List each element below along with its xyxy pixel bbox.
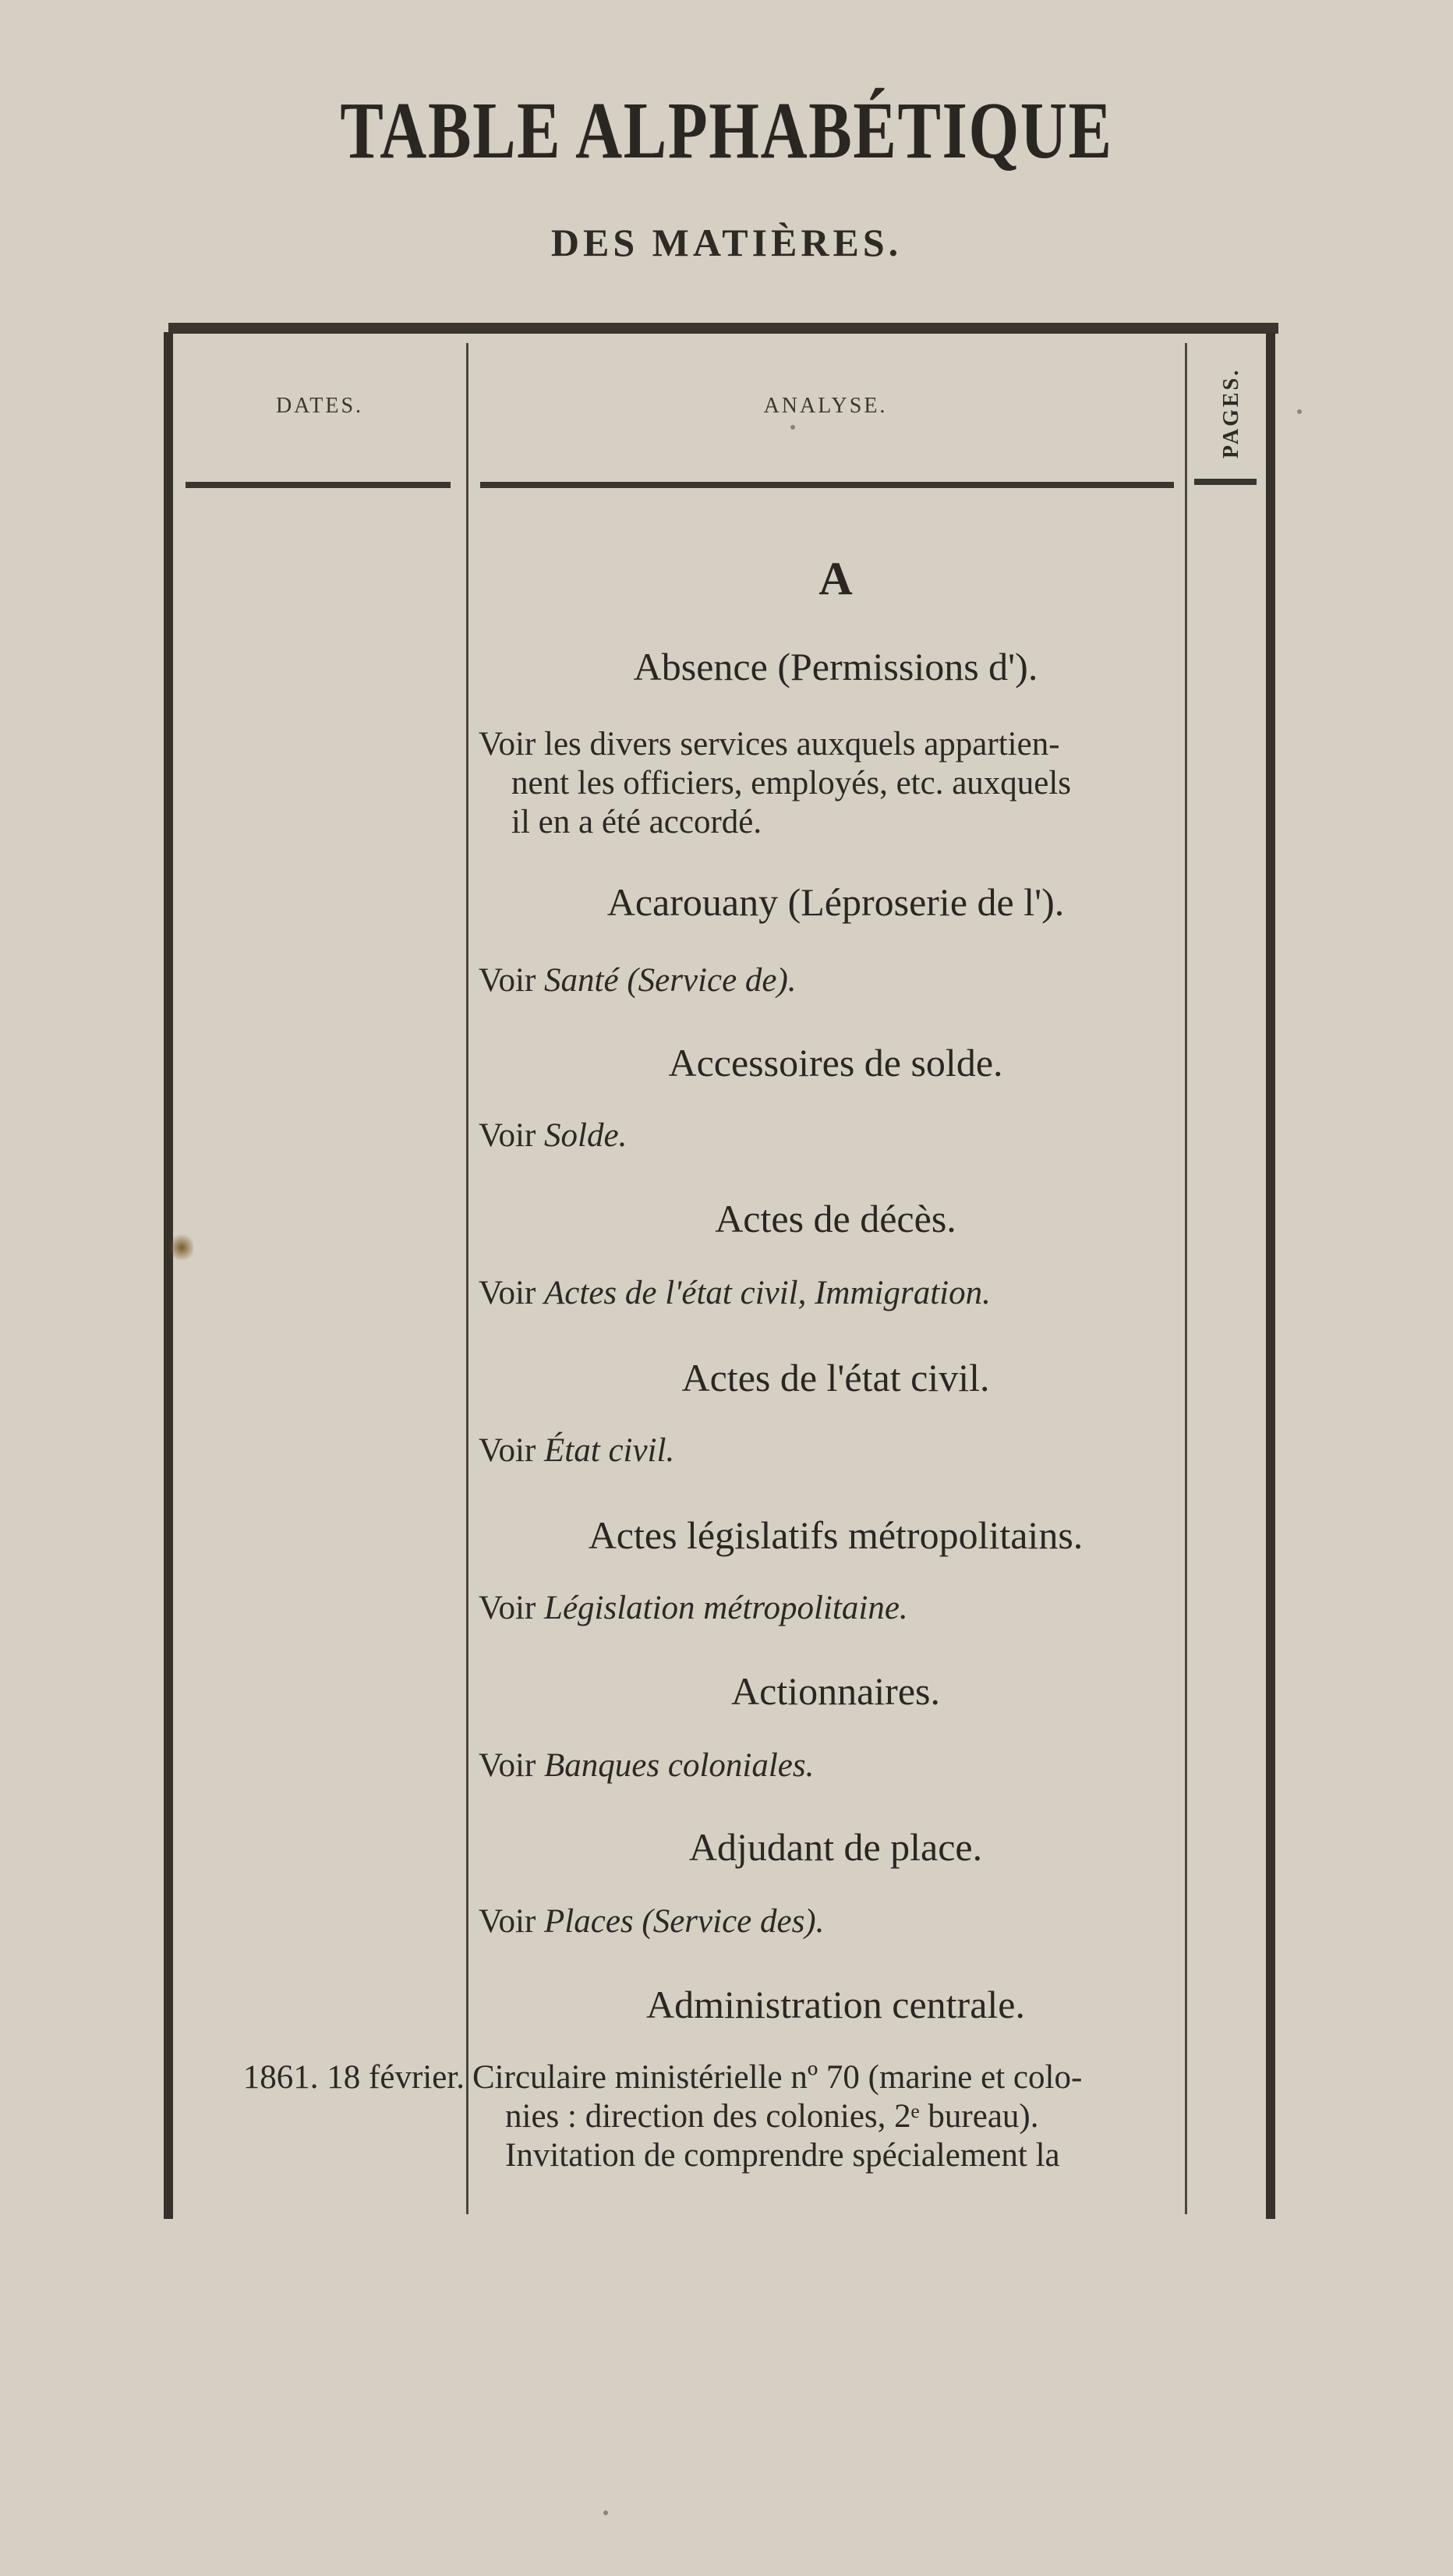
entry-line: Invitation de comprendre spécialement la [505,2137,1060,2174]
header-rule-pages [1194,479,1257,485]
entry-text [472,2058,1183,2175]
entry-line: Circulaire ministérielle nº 70 (marine et colo- [472,2059,1083,2096]
entry-reference: Législation métropolitaine. [544,1590,908,1626]
entry-text [479,961,1180,1000]
entry-prefix: Voir [479,1590,536,1626]
entry-prefix: Voir [479,1117,536,1154]
column-header-pages-label: PAGES. [1219,367,1243,459]
entry-reference: Solde. [544,1117,628,1154]
column-header-analyse: ANALYSE. [763,394,888,418]
entry-prefix: Voir [479,1747,536,1784]
entry-title: Actes de décès. [715,1197,956,1240]
header-rule-dates [186,482,451,488]
table-top-border [168,323,1278,334]
header-rule-analyse [480,482,1174,488]
entry-title: Actionnaires. [731,1669,940,1713]
entry-title: Administration centrale. [646,1983,1025,2026]
page-title: TABLE ALPHABÉTIQUE [340,86,1113,175]
entry-prefix: Voir [479,962,536,999]
entry-text [479,1431,1180,1470]
column-header-pages [1200,351,1263,476]
paper-speck [1297,409,1302,414]
entry-title: Accessoires de solde. [668,1041,1003,1085]
column-divider-pages [1185,343,1187,2214]
entry-reference: État civil. [544,1432,675,1469]
entry-text [479,1116,1180,1155]
entry-reference: Actes de l'état civil, Immigration. [544,1275,991,1311]
entry-reference: Places (Service des). [544,1903,825,1940]
entry-line: il en a été accordé. [511,804,762,840]
paper-speck [790,425,795,430]
table-right-border [1266,332,1275,2219]
table-left-border [164,332,173,2219]
entry-line: Voir les divers services auxquels appartien- [479,726,1060,763]
section-letter: A [818,553,853,604]
page-subtitle: DES MATIÈRES. [550,221,903,264]
entry-text [479,725,1180,842]
paper-stain [170,1232,193,1263]
entry-line: nent les officiers, employés, etc. auxquels [511,765,1072,801]
entry-title: Actes de l'état civil. [681,1356,990,1399]
entry-text [479,1902,1180,1941]
entry-date: 1861. 18 février. [242,2059,465,2096]
entry-reference: Santé (Service de). [544,962,797,999]
entry-prefix: Voir [479,1432,536,1469]
entry-text [479,1589,1180,1628]
entry-prefix: Voir [479,1275,536,1311]
entry-line: nies : direction des colonies, 2ᵉ bureau). [505,2098,1039,2135]
entry-text [479,1274,1180,1313]
entry-prefix: Voir [479,1903,536,1940]
entry-reference: Banques coloniales. [544,1747,815,1784]
entry-text [479,1746,1180,1785]
entry-title: Actes législatifs métropolitains. [588,1513,1084,1557]
entry-title: Acarouany (Léproserie de l'). [606,880,1065,924]
entry-title: Adjudant de place. [688,1825,983,1869]
paper-speck [603,2511,608,2515]
column-header-dates: DATES. [275,394,364,418]
column-divider-dates [466,343,468,2214]
entry-title: Absence (Permissions d'). [633,645,1038,688]
